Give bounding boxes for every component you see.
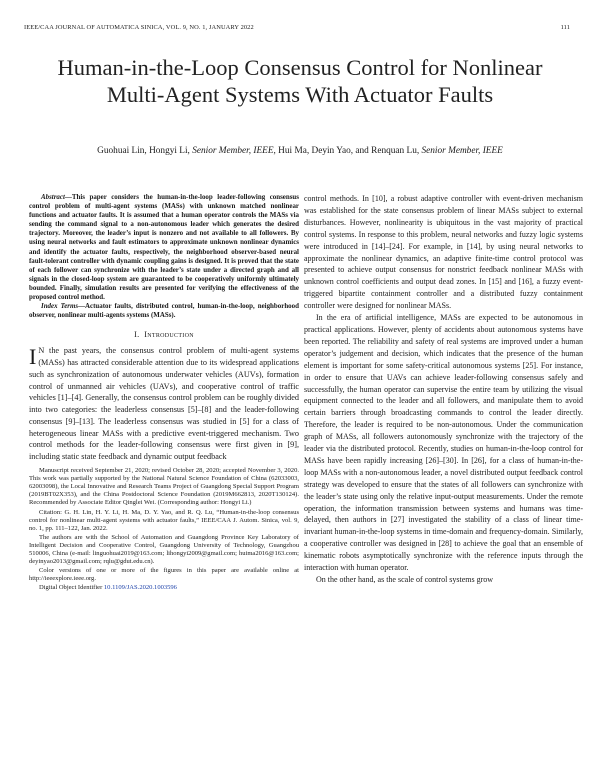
authors-part-2: , Hui Ma, Deyin Yao, and Renquan Lu, [273,146,422,156]
page-number: 111 [560,24,570,31]
author-list [30,146,570,156]
footnotes [29,467,299,592]
index-terms [29,302,299,320]
footnote-doi [29,584,299,592]
footnote-manuscript: Manuscript received September 21, 2020; revised October 28, 2020; accepted November 3, 2020. This work was partially supported by the National Natural Science Foundation of China (62033003, 62003098), the Local Innovative and Research Teams Project of Guangdong Special Support Program (2019BT02X353), and the China Postdoctoral Science Foundation (2019M662813, 2020T130124). Recommended by Associate Editor Qinglei Wei. (Corresponding author: Hongyi Li.) [29,467,299,507]
body-paragraph-1: control methods. In [10], a robust adaptive controller with event-driven mechanism was established for the state consensus problem of linear MASs subject to external disturbances. However, nonlinearity is ubiquitous in the vast majority of practical control systems. In response to this problem, neural networks and fuzzy logic systems were introduced in [14]–[24]. For example, in [14], by using neural networks to approximate the nonlinear dynamics, an adaptive finite-time control protocol was presented to achieve output consensus for nonstrict feedback nonlinear MASs with unknown control coefficients and output dead zones. In [15] and [16], a fuzzy event-triggered bipartite containment controller and a distributed fuzzy containment controller were designed for nonlinear MASs. [304,194,583,311]
section-heading [29,329,299,341]
body-paragraph-2: In the era of artificial intelligence, MASs are expected to be autonomous in practical applications. However, plenty of accidents about autonomous systems have been reported. The reliability and safety of real systems are improved under a human operator’s judgement and decision, which indicates that the presence of the human element is important for some safety-critical autonomous systems [25]. For instance, in order to ensure that UAVs can achieve leader-following consensus safely and successfully, the human operator can supervise the entire team by utilizing the visual equipment connected to the leader and all followers, and manipulate them to avoid certain barriers through broadcasting commands to control the leader directly. Therefore, the leader is required to be non-autonomous. Under the communication graph of MASs, all followers autonomously synchronize with the trajectory of the leader via the distributed protocol. Recently, studies on human-in-the-loop control for MASs have been rapidly increasing [26]–[30]. In [26], for a class of human-in-the-loop MASs with a non-autonomous leader, a novel distributed output feedback control strategy was developed to ensure that the states of all followers can synchronize with the leader’s state using only the relative input-output measurements. Under the remote operation, the information transmission between systems and humans was time-delayed, then authors in [27] investigated the stability of a class of linear time-invariant human-in-the-loop systems in time-domain and frequency-domain. Similarly, a cooperative controller was designed in [28] to achieve the goal that an ensemble of kinematic robots asymptotically synchronize with the reference inputs through the interaction with human operator. [304,313,583,573]
section-title: Introduction [144,330,194,340]
section-number: I. [134,330,140,340]
intro-paragraph [29,345,299,463]
paper-title: Human-in-the-Loop Consensus Control for Nonlinear Multi-Agent Systems With Actuator Faults [57,55,543,107]
footnote-color: Color versions of one or more of the figures in this paper are available online at http://ieeexplore.ieee.org. [29,567,299,583]
index-terms-label: Index Terms [41,302,79,311]
index-terms-text: —Actuator faults, distributed control, human-in-the-loop, neighborhood observer, nonlinear multi-agents systems (MASs). [29,302,299,320]
doi-link[interactable]: 10.1109/JAS.2020.1003596 [103,584,177,592]
journal-line: IEEE/CAA JOURNAL OF AUTOMATICA SINICA, VOL. 9, NO. 1, JANUARY 2022 [24,24,254,31]
doi-label: Digital Object Identifier [39,584,104,592]
body-paragraph-3: On the other hand, as the scale of control systems grow [316,575,494,584]
abstract-label: Abstract [41,193,65,201]
left-column [29,193,299,593]
intro-text: the past years, the consensus control problem of multi-agent systems (MASs) has attracted considerable attention due to its widespread applications such as synchronization of autonomous underwater vehicles (AUVs), formation control of unmanned air vehicles (UAVs), and cooperative control of traffic vehicles [1]–[4]. Generally, the consensus control problem can be roughly divided into two categories: the leaderless consensus [5]–[8] and the leader-following consensus [9]–[13]. The leaderless consensus was studied in [5] for a class of heterogeneous linear MASs with a predictive event-triggered mechanism. Two control methods for the leader-following consensus were first given in [9], including static state feedback and dynamic output feedback [29,346,299,462]
intro-lead: N [38,346,45,356]
drop-cap: I [29,344,37,370]
running-header [24,24,570,31]
author-role-1: Senior Member, IEEE [192,146,274,156]
authors-part-1: Guohuai Lin, Hongyi Li, [97,146,193,156]
footnote-affiliation: The authors are with the School of Automation and Guangdong Province Key Laboratory of Intelligent Decision and Cooperative Control, Guangdong University of Technology, Guangzhou 510006, China (e-mail: linguohuai2019@163.com; lihongyi2009@gmail.com; huima2016@163.com; deyinyao2013@gmail.com; rqlu@gdut.edu.cn). [29,533,299,566]
author-role-2: Senior Member, IEEE [421,146,503,156]
abstract-text: —This paper considers the human-in-the-loop leader-following consensus control problem of multi-agent systems (MASs) with unknown matched nonlinear functions and actuator faults. It is assumed that a human operator controls the MASs via sending the command signal to a non-autonomous leader which generates the desired trajectory. Moreover, the leader’s input is nonzero and not available to all followers. By using neural networks and fault estimators to approximate unknown nonlinear dynamics and identify the actuator faults, respectively, the neighborhood observer-based neural fault-tolerant controller with dynamic coupling gains is designed. It is proved that the state of each follower can synchronize with the leader’s state under a directed graph and all signals in the closed-loop system are guaranteed to be cooperatively uniformly ultimately bounded. Finally, simulation results are presented for verifying the effectiveness of the proposed control method. [29,193,299,302]
right-column [304,193,583,586]
footnote-citation: Citation: G. H. Lin, H. Y. Li, H. Ma, D. Y. Yao, and R. Q. Lu, “Human-in-the-loop consensus control for nonlinear multi-agent systems with actuator faults,” IEEE/CAA J. Autom. Sinica, vol. 9, no. 1, pp. 111–122, Jan. 2022. [29,508,299,532]
abstract [29,193,299,302]
